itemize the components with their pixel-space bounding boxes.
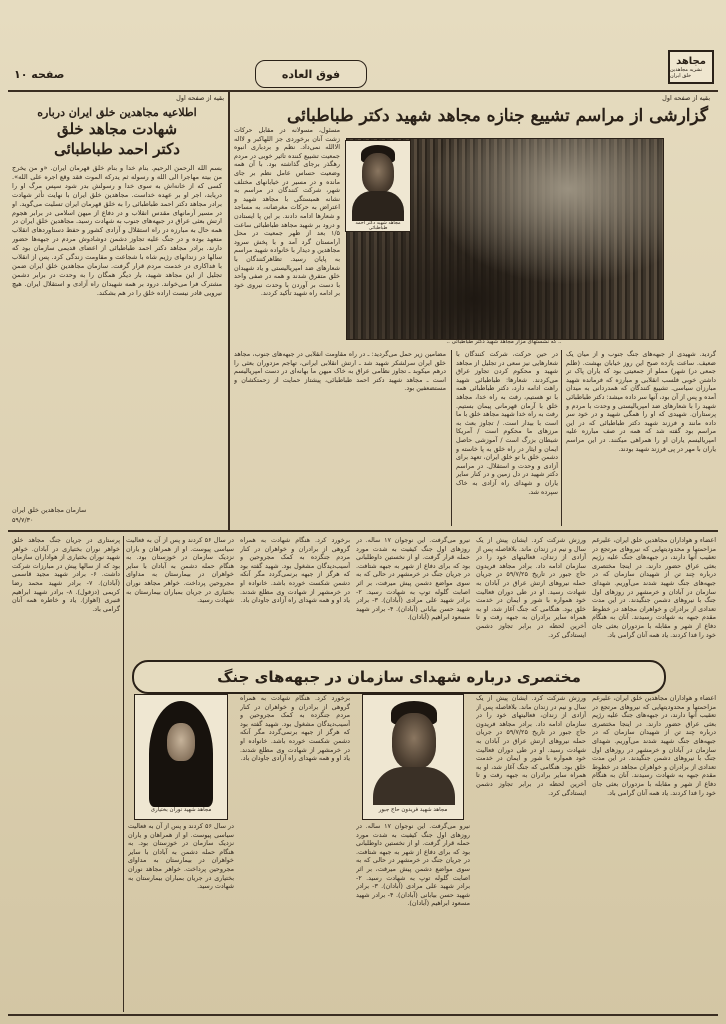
masthead-logo [668,50,714,84]
martyr-woman-caption: مجاهد شهید نوران بختیاری [150,807,212,813]
portrait-shoulders [373,767,455,805]
masthead-subtitle: نشریه مجاهدین خلق ایران [670,66,703,79]
statement-signature: سازمان مجاهدین خلق ایران [12,506,87,514]
statement-title-line1: اطلاعیه مجاهدین خلق ایران درباره [37,106,197,119]
main-article-kicker: بقیه از صفحه اول [662,94,710,102]
martyrs-column-4-bottom: برخورد کرد. هنگام شهادت به همراه گروهی از برادران و خواهران در کنار مردم جنگزده به کمک مجروحین و آسیب‌دیدگان مشغول بود. شهید گفته بود که هرگز از جبهه برنمی‌گردد مگر آنکه دشمن شکست خورده باشد. خانواده او در خرمشهر از شهادت وی مطلع شدند. یاد او و همه شهدای راه آزادی جاودان باد. [240,694,350,763]
main-article-column-middle: در حین حرکت، شرکت کنندگان با شعارهایی نیز سعی در تجلیل از مجاهد شهید و محکوم کردن تجاوز عراق می‌کردند. شعارها: طباطبائی شهید راهت ادامه دارد، دکتر طباطبائی همه با تو هستیم، رفت به راه خدا، مجاهد خلق با آرمان قهرمانی پیمان بستیم. رفت به راه خدا شهید مجاهد خلق با ما است با بیدار است. / تجاوز بعث به مرزهای ما محکوم است / آمریکا شیطان بزرگ است / آموزشی حاصل ایمان و ایثار در راه خلق به پا خاسته و دشمن خلق با تو خلق ایران، تعهد برای آزادی و وحدت و استقلال. در مراسم دکتر شهید در دل زمین و در کنار سایر یاران و شهدای راه آزادی به خاک سپرده شد. [456,350,558,496]
section-rule [8,530,718,532]
footer-rule [8,1014,718,1016]
martyrs-column-5-top: در سال ۵۶ کردند و پس از آن به فعالیت سیاسی پیوست. او از همراهان و یاران نزدیک سازمان در خوزستان بود. به هنگام حمله دشمن به آبادان با سایر خواهران در بیمارستان به مداوای مجروحین پرداخت. خواهر مجاهد نوران بختیاری در جریان بمباران بیمارستان به شهادت رسید. [126,536,234,605]
statement-body: بسم الله الرحمن الرحیم. بنام خدا و بنام خلق قهرمان ایران. «و من یخرج من بیته مهاجرا الی الله و رسوله ثم یدرکه الموت فقد وقع اجره علی الله». کسی که از خانه‌اش به سوی خدا و رسولش بدر شود سپس مرگ او را دریابد، اجر او بر عهده خداست. مجاهدین خلق ایران با نهایت تأثر شهادت برادر مجاهد دکتر احمد طباطبائی را به خلق قهرمان ایران تسلیت می‌گوید. او در مسیر آرمانهای مقدس انقلاب و در دفاع از میهن اسلامی در برابر هجوم ارتش بعثی عراق در جبهه‌های جنوب به شهادت رسید. مجاهدین خلق ایران در همه حال به مبارزه در راه استقلال و آزادی کشور و حفظ دستاوردهای انقلاب متعهد بوده و در جنگ علیه تجاوز دشمن دوشادوش مردم در جبهه‌ها حضور دارند. برادر مجاهد دکتر احمد طباطبائی از اعضای قدیمی سازمان بود که سالها در زندانهای رژیم شاه با شجاعت و مقاومت زندگی کرد. پس از انقلاب با فداکاری در خدمت مردم قرار گرفت. سازمان مجاهدین خلق ایران ضمن تجلیل از این مجاهد شهید، بار دیگر همگان را به وحدت در برابر دشمن مشترک فرا می‌خواند. درود بر همه شهیدان راه آزادی و استقلال ایران. هیچ نیرویی قادر نیست اراده خلق را در هم بشکند. [12,164,222,297]
main-article-column-left: مسئول، مسولانه در مقابل حرکات زشت آنان برخوردی جز اللهاکبر و لااله الاالله نمی‌داد. نظم و بردباری انبوه جمعیت تشییع کننده تاثیر خوبی در مردم رهگذر برجای گذاشته بود. با آن همه وضعیت حساس عامل نظم بر جای مانده و در مسیر در خیابانهای مختلف شهر، شرکت کنندگان در مراسم به نشانه همبستگی با مجاهد شهید و اعتراض به حرکات مغرضانه، به مساجد و شعارها ادامه دادند. بر این پا ایستادن و درود بر شهید مجاهد طباطبائی ساعت ۱/۵ بعد از ظهر جمعیت در محل آرامستان گرد آمد و با پخش سرود مجاهدین و دیدار با خانواده شهید مراسم به پایان رسید. تظاهرکنندگان با شعارهای ضد امپریالیستی و یاد شهیدان خلق متفرق شدند و همه در صفی واحد با دست بر آوردن با وحدت نیروی خود بر ادامه راه شهید تأکید کردند. [234,126,340,298]
portrait-face [362,153,394,193]
statement-kicker: بقیه از صفحه اول [176,94,224,102]
main-article-column-right: گردید. شهیدی از جبهه‌های جنگ جنوب و از میان یک ضعیف. ساعت یازده صبح این روز خیابان بهشت. (ظلم جمعی در) شهر) مملو از جمعیتی بود که یاران پاک تر داشتن خوبی فلسب انقلابی و مبارزه که فرمانده شهید مبارزان سیاسی. تشییع کنندگان که همدردانی به میدان آمده و پس از آن بود، آنها سر داده میشد: دکتر طباطبائی شهید را با شعارهای ضد امپریالیستی و وحدت با مردم و پرستاران. شهیدی که او را همگی شهید و در خود سر داده مانند و فرزند شهید دکتر طباطبائی که در این مراسم بود گفته شد که همه در صف مبارزه علیه امپریالیسم یاران او را همراهی میکنند. در این مراسم یاران با مهر در پی فرزند شهید بودند. [566,350,716,453]
tabatabai-portrait [345,140,411,232]
portrait-shoulders [352,191,404,221]
martyrs-column-2-top: ورزش شرکت کرد. ایشان پیش از یک سال و نیم در زندان ماند. بلافاصله پس از آزادی از زندان، فعالیتهای خود را در سازمان ادامه داد. برادر مجاهد فریدون حاج جبور در تاریخ ۵۹/۷/۲۵ در جریان حمله نیروهای ارتش عراق در آبادان به شهادت رسید. او در طی دوران فعالیت خود همواره با شور و ایمان در خدمت خلق بود. هنگامی که جنگ آغاز شد، او به همراه سایر برادران به جبهه رفت و تا آخرین لحظه در برابر تجاوز دشمن ایستادگی کرد. [476,536,586,639]
martyr-woman-portrait [134,694,228,820]
martyrs-banner: مختصری درباره شهدای سازمان در جبهه‌های جنگ [132,660,666,694]
statement-title-line3: دکتر احمد طباطبائی [54,140,180,158]
main-article-headline: گزارشی از مراسم تشییع جنازه مجاهد شهید دکتر طباطبائی [286,106,708,126]
funeral-photo-caption: .. که نشستهای مزار مجاهد شهید دکتر طباطبائی .. [446,339,562,345]
martyrs-column-2-bottom: ورزش شرکت کرد. ایشان پیش از یک سال و نیم در زندان ماند. بلافاصله پس از آزادی از زندان، فعالیتهای خود را در سازمان ادامه داد. برادر مجاهد فریدون حاج جبور در تاریخ ۵۹/۷/۲۵ در جریان حمله نیروهای ارتش عراق در آبادان به شهادت رسید. او در طی دوران فعالیت خود همواره با شور و ایمان در خدمت خلق بود. هنگامی که جنگ آغاز شد، او به همراه سایر برادران به جبهه رفت و تا آخرین لحظه در برابر تجاوز دشمن ایستادگی کرد. [476,694,586,797]
masthead-name: مجاهد [676,55,706,67]
martyrs-column-1-top: اعضاء و هواداران مجاهدین خلق ایران، علیرغم مزاحمتها و محدودیتهایی که نیروهای مرتجع در تعقیب آنها دارند، در جبهه‌های جنگ علیه رژیم بعثی عراق حضور دارند. در اینجا مختصری درباره چند تن از شهیدان سازمان که در جبهه‌های جنگ شهید شدند می‌آوریم. شهدای سازمان در آبادان و خرمشهر در روزهای اول جنگ با نیروهای دشمن جنگیدند. در این مدت تعدادی از برادران و خواهران مجاهد در خطوط مقدم جبهه به شهادت رسیدند. آنان به هنگام دفاع از شهر و مقابله با مزدوران بعثی جان خود را فدا کردند. یاد همه آنان گرامی باد. [592,536,716,639]
portrait-face [392,713,436,769]
martyr-man-caption: مجاهد شهید فریدون حاج جبور [378,807,448,813]
main-article-column-left-bottom: مضامین زیر حمل می‌گردید: ـ در راه مقاومت انقلابی در جبهه‌های جنوب، مجاهد خلق ایران سرلشکر شهید شد ـ ارتش انقلابی ایرانی، تهاجم مزدوران بعثی را درهم میکوبد ـ تجاوز نظامی عراق به خاک میهن ما بهانه‌ای در دست امپریالیسم است ـ مجاهد شهید دکتر احمد طباطبائی، پیشتاز حمایت از زحمتکشان و مستضعفین بود. [234,350,446,393]
column-rule [451,350,452,526]
martyrs-column-5-bottom: در سال ۵۶ کردند و پس از آن به فعالیت سیاسی پیوست. او از همراهان و یاران نزدیک سازمان در خوزستان بود. به هنگام حمله دشمن به آبادان با سایر خواهران در بیمارستان به مداوای مجروحین پرداخت. خواهر مجاهد نوران بختیاری در جریان بمباران بیمارستان به شهادت رسید. [128,822,234,891]
special-edition-label: فوق العاده [255,60,367,88]
martyrs-column-3-bottom: نیرو می‌گرفت. این نوجوان ۱۷ ساله. در روزهای اول جنگ کیفیت به شدت مورد حمله قرار گرفت. او از نخستین داوطلبانی بود که برای دفاع از شهر به جبهه شتافت. در جریان جنگ در خرمشهر در حالی که به سوی مواضع دشمن پیش میرفت، بر اثر اصابت گلوله توپ به شهادت رسید. ۲- برادر شهید علی مرادی (آبادان). ۳- برادر شهید حسن بیابانی (آبادان). ۴- برادر شهید مسعود ابراهیم (آبادان). [356,822,470,908]
section-divider [228,92,230,530]
statement-date: ۵۹/۷/۳۰ [12,516,34,524]
page-number: صفحه ۱۰ [14,68,65,81]
portrait-face [167,723,195,761]
tabatabai-portrait-caption: مجاهد شهید دکتر احمد طباطبائی [355,221,401,231]
martyrs-column-3-top: نیرو می‌گرفت. این نوجوان ۱۷ ساله. در روزهای اول جنگ کیفیت به شدت مورد حمله قرار گرفت. او از نخستین داوطلبانی بود که برای دفاع از شهر به جبهه شتافت. در جریان جنگ در خرمشهر در حالی که به سوی مواضع دشمن پیش میرفت، بر اثر اصابت گلوله توپ به شهادت رسید. ۲- برادر شهید علی مرادی (آبادان). ۳- برادر شهید حسن بیابانی (آبادان). ۴- برادر شهید مسعود ابراهیم (آبادان). [356,536,470,622]
column-rule [123,536,124,1012]
column-rule [561,350,562,526]
header-rule [8,90,718,92]
martyr-man-portrait [362,694,464,820]
martyrs-column-6: پرستاری در جریان جنگ مجاهد خلق خواهر نوران بختیاری در آبادان. خواهر شهید نوران بختیاری از هواداران سازمان بود که از سالها پیش در مبارزات شرکت داشت. ۶- برادر شهید مجید قاسمی (آبادان). ۷- برادر شهید محمد رضا کریمی (دزفول). ۸- برادر شهید ابراهیم قنبری (اهواز). یاد و خاطره همه آنان گرامی باد. [12,536,120,613]
statement-title-line2: شهادت مجاهد خلق [56,120,178,138]
martyrs-column-1-bottom: اعضاء و هواداران مجاهدین خلق ایران، علیرغم مزاحمتها و محدودیتهایی که نیروهای مرتجع در تعقیب آنها دارند، در جبهه‌های جنگ علیه رژیم بعثی عراق حضور دارند. در اینجا مختصری درباره چند تن از شهیدان سازمان که در جبهه‌های جنگ شهید شدند می‌آوریم. شهدای سازمان در آبادان و خرمشهر در روزهای اول جنگ با نیروهای دشمن جنگیدند. در این مدت تعدادی از برادران و خواهران مجاهد در خطوط مقدم جبهه به شهادت رسیدند. آنان به هنگام دفاع از شهر و مقابله با مزدوران بعثی جان خود را فدا کردند. یاد همه آنان گرامی باد. [592,694,716,797]
martyrs-column-4-top: برخورد کرد. هنگام شهادت به همراه گروهی از برادران و خواهران در کنار مردم جنگزده به کمک مجروحین و آسیب‌دیدگان مشغول بود. شهید گفته بود که هرگز از جبهه برنمی‌گردد مگر آنکه دشمن شکست خورده باشد. خانواده او در خرمشهر از شهادت وی مطلع شدند. یاد او و همه شهدای راه آزادی جاودان باد. [240,536,350,605]
